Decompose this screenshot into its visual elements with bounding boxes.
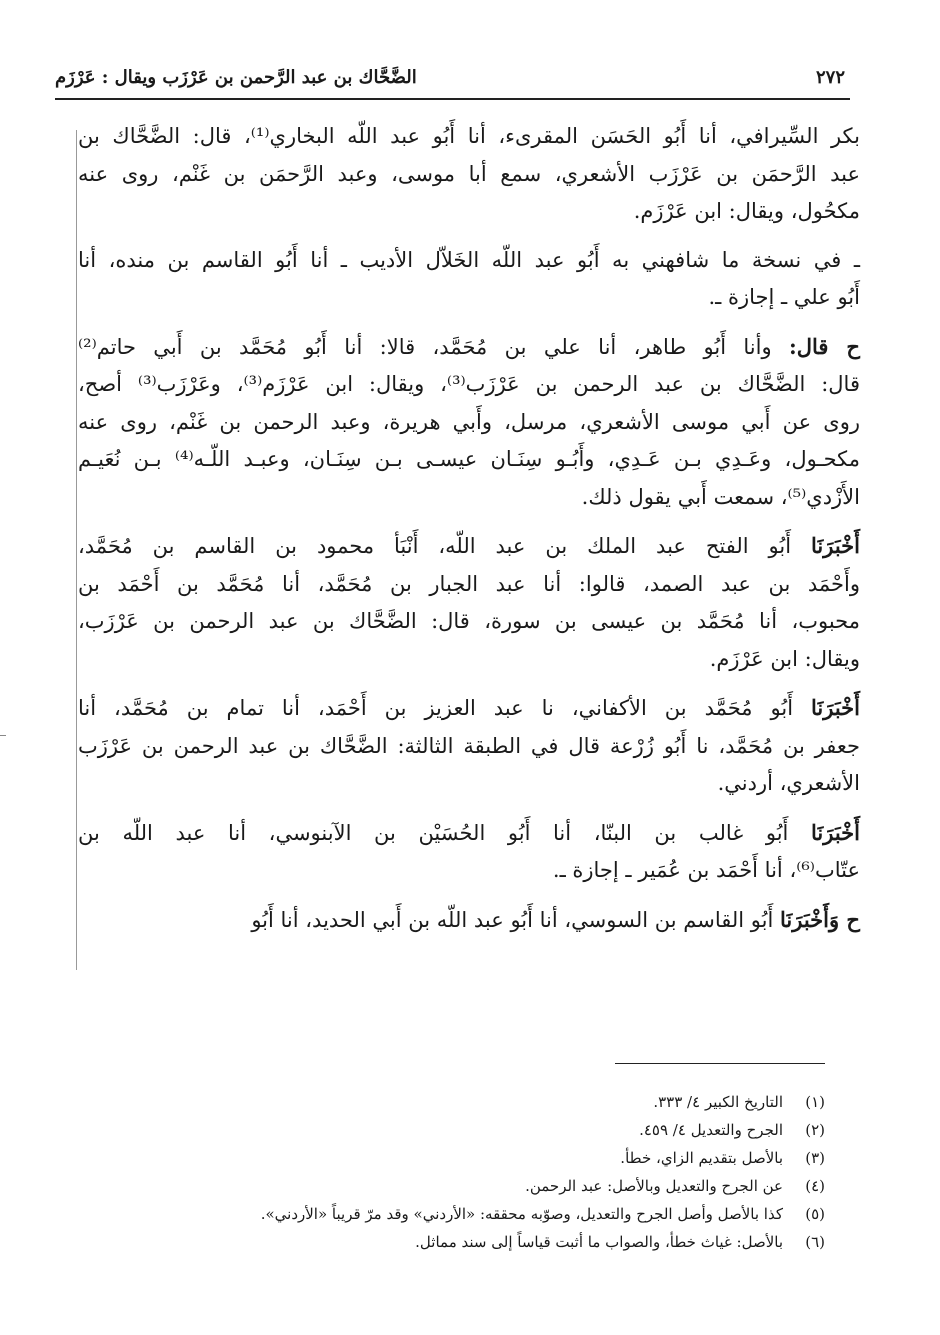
- line-text: روى عن أَبي موسى الأشعري، مرسل، وأَبي هريرة، وعبد الرحمن بن غَنْم، روى عنه: [78, 409, 860, 434]
- text-line: [78, 118, 860, 156]
- running-header: [55, 60, 845, 94]
- text-line: [78, 852, 860, 890]
- text-line: [78, 527, 860, 566]
- scan-margin-line: [76, 130, 77, 970]
- text-line: [78, 479, 860, 517]
- line-text: أَبُو مُحَمَّد بن الأكفاني، نا عبد العزيز بن أَحْمَد، أنا تمام بن مُحَمَّد، أنا: [78, 696, 794, 720]
- paragraph: [78, 118, 860, 231]
- paragraph-lead: ح وَأَخْبَرَنَا: [780, 906, 860, 932]
- footnote: [200, 1172, 825, 1200]
- text-line: [78, 441, 860, 479]
- footnote-number: (٦): [805, 1233, 825, 1251]
- line-text: عتّاب⁽⁶⁾، أنا أَحْمَد بن عُمَير ـ إجازة ـ.: [552, 858, 860, 882]
- paragraph: [78, 689, 860, 803]
- line-text: عبد الرَّحمَن بن عَرْزَب الأشعري، سمع أبا موسى، وعبد الرَّحمَن بن غَنْم، روى عنه: [78, 161, 860, 186]
- paragraph-lead: ح قال:: [788, 333, 860, 359]
- paragraph: [78, 328, 860, 517]
- footnote: [200, 1200, 825, 1228]
- header-rule: [55, 98, 850, 100]
- footnote-text: كذا بالأصل وأصل الجرح والتعديل، وصوّبه محققه: «الأردني» وقد مرّ قريباً «الأردني».: [260, 1205, 783, 1223]
- paragraph: [78, 814, 860, 890]
- footnote-text: التاريخ الكبير ٤/ ٣٣٣.: [653, 1093, 783, 1111]
- line-text: محبوب، أنا مُحَمَّد بن عيسى بن سورة، قال: الضَّحَّاك بن عبد الرحمن بن عَرْزَب،: [78, 609, 860, 633]
- footnote-text: الجرح والتعديل ٤/ ٤٥٩.: [639, 1121, 783, 1139]
- line-text: قال: الضَّحَّاك بن عبد الرحمن بن عَرْزَب⁽³⁾، ويقال: ابن عَرْزَم⁽³⁾، وعَرْزَب⁽³⁾ أصح،: [78, 372, 860, 396]
- paragraph: [78, 527, 860, 678]
- text-line: [78, 728, 860, 766]
- footnote-number: (١): [805, 1093, 825, 1111]
- line-text: وأنا أَبُو طاهر، أنا علي بن مُحَمَّد، قالا: أنا أَبُو مُحَمَّد بن أَبي حاتم⁽²⁾: [78, 334, 772, 359]
- text-line: [78, 366, 860, 404]
- scan-mark: [0, 735, 6, 736]
- footnote: [200, 1144, 825, 1172]
- text-line: [78, 765, 860, 803]
- page-title: الضَّحَّاك بن عبد الرَّحمن بن عَرْزَب ويقال : عَرْزَم: [55, 66, 417, 88]
- text-line: [78, 156, 860, 194]
- line-text: الأَزْدي⁽⁵⁾، سمعت أَبي يقول ذلك.: [581, 484, 860, 509]
- line-text: مكحـول، وعَـدِي بـن عَـدِي، وأَبُـو سِنَـان عيسـى بـن سِنَـان، وعبـد اللّـه⁽⁴⁾ بـن نُعَيـم: [78, 447, 860, 471]
- footnote-text: عن الجرح والتعديل وبالأصل: عبد الرحمن.: [525, 1177, 783, 1195]
- paragraph-lead: أَخْبَرَنَا: [811, 533, 860, 558]
- footnote: [200, 1228, 825, 1256]
- paragraph-lead: أَخْبَرَنَا: [811, 819, 860, 845]
- text-line: [78, 603, 860, 641]
- line-text: أَبُو علي ـ إجازة ـ.: [708, 285, 860, 309]
- paragraph: [78, 242, 860, 317]
- footnote-text: بالأصل بتقديم الزاي، خطأ.: [620, 1149, 783, 1167]
- text-line: [78, 404, 860, 442]
- line-text: مكحُول، ويقال: ابن عَرْزَم.: [633, 199, 860, 223]
- footnote-number: (٤): [805, 1177, 825, 1195]
- text-line: [78, 242, 860, 280]
- text-line: [78, 279, 860, 317]
- footnote-rule: [615, 1063, 825, 1064]
- text-line: [78, 689, 860, 728]
- text-line: [78, 901, 860, 940]
- footnote: [200, 1088, 825, 1116]
- text-line: [78, 566, 860, 604]
- text-line: [78, 328, 860, 367]
- main-text: [78, 118, 860, 950]
- page-number: ٢٧٢: [815, 66, 845, 88]
- line-text: أَبُو القاسم بن السوسي، أنا أَبُو عبد اللّه بن أَبي الحديد، أنا أَبُو: [251, 907, 774, 932]
- footnote-number: (٥): [805, 1205, 825, 1223]
- footnote-number: (٢): [805, 1121, 825, 1139]
- line-text: ـ في نسخة ما شافهني به أَبُو عبد اللّه الخَلاّل الأديب ـ أنا أَبُو القاسم بن منده، أنا: [78, 247, 860, 272]
- line-text: بكر السِّيرافي، أنا أَبُو الحَسَن المقرىء، أنا أَبُو عبد اللّه البخاري⁽¹⁾، قال: الضَّحَّاك بن: [78, 124, 860, 148]
- text-line: [78, 641, 860, 679]
- line-text: جعفر بن مُحَمَّد، نا أَبُو زُرْعة قال في الطبقة الثالثة: الضَّحَّاك بن عبد الرحمن بن عَرْزَب: [78, 733, 860, 758]
- paragraph: [78, 901, 860, 940]
- paragraph-lead: أَخْبَرَنَا: [811, 695, 860, 720]
- footnote: [200, 1116, 825, 1144]
- footnote-text: بالأصل: غياث خطأ، والصواب ما أثبت قياساً إلى سند مماثل.: [415, 1233, 783, 1251]
- line-text: أَبُو الفتح عبد الملك بن عبد اللّه، أَنْبَأ محمود بن القاسم بن مُحَمَّد،: [78, 534, 792, 558]
- line-text: وأَحْمَد بن عبد الصمد، قالوا: أنا عبد الجبار بن مُحَمَّد، أنا مُحَمَّد بن أَحْمَد بن: [78, 571, 860, 596]
- footnotes: [200, 1088, 825, 1256]
- line-text: أَبُو غالب بن البنّا، أنا أَبُو الحُسَيْن بن الآبنوسي، أنا عبد اللّه بن: [78, 820, 789, 845]
- text-line: [78, 193, 860, 231]
- line-text: ويقال: ابن عَرْزَم.: [709, 646, 860, 671]
- text-line: [78, 814, 860, 853]
- line-text: الأشعري، أردني.: [717, 771, 860, 795]
- footnote-number: (٣): [805, 1149, 825, 1167]
